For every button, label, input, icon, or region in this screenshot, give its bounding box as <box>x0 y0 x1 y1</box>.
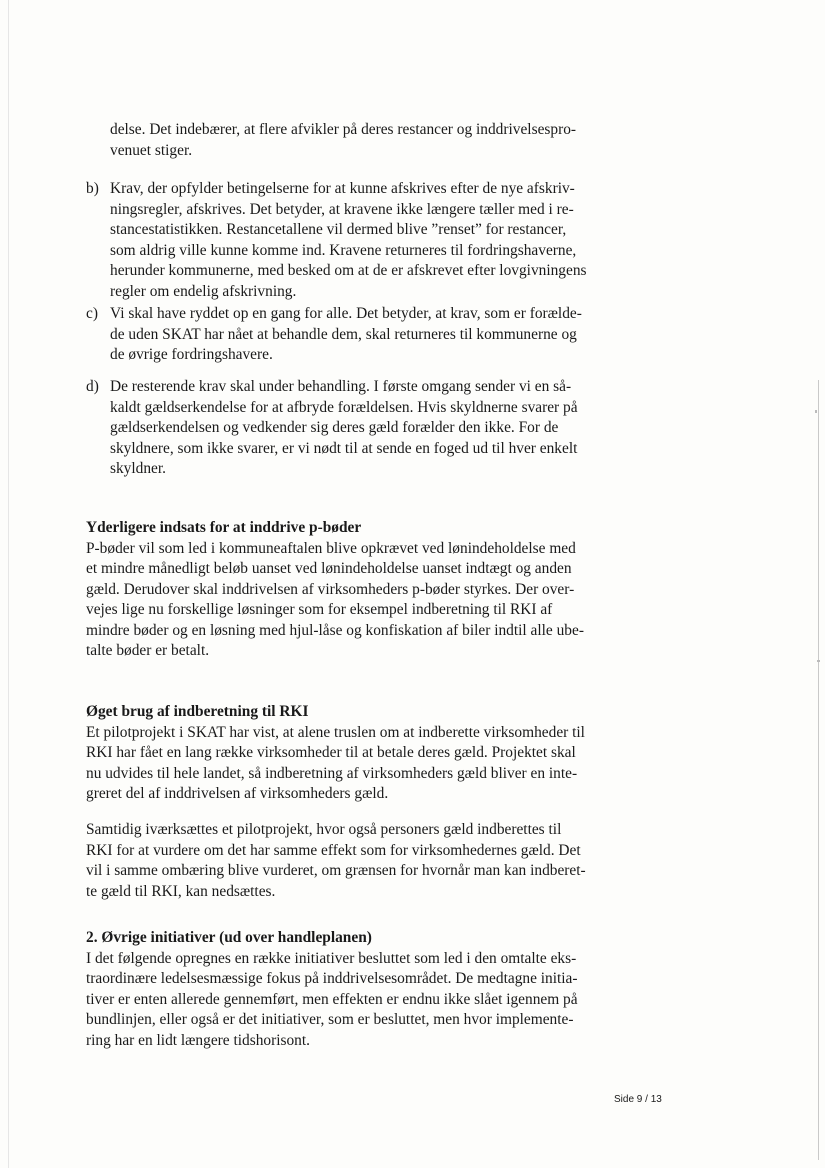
text-line: greret del af inddrivelsen af virksomheders gæld. <box>86 785 389 802</box>
scan-edge-line <box>818 380 819 1160</box>
text-line: Vi skal have ryddet op en gang for alle. Det betyder, at krav, som er forælde- <box>110 305 582 322</box>
scan-speck <box>817 660 820 662</box>
intro-paragraph <box>110 120 610 161</box>
text-line: delse. Det indebærer, at flere afvikler på deres restancer og inddrivelsespro- <box>110 121 577 138</box>
text-line: RKI for at vurdere om det har samme effekt som for virksomhedernes gæld. Det <box>86 841 581 859</box>
list-item-marker: c) <box>86 305 98 322</box>
text-line: vil i samme ombæring blive vurderet, om grænsen for hvornår man kan indberet- <box>86 862 586 879</box>
text-line: de uden SKAT har nået at behandle dem, skal returneres til kommunerne og <box>110 325 577 343</box>
list-item-text <box>110 179 606 302</box>
text-line: traordinære ledelsesmæssige fokus på inddrivelsesområdet. De medtagne initia- <box>86 970 578 987</box>
section-rki-paragraph-2 <box>86 820 616 902</box>
scan-speck <box>815 410 817 413</box>
text-line: et mindre månedligt beløb uanset ved lønindeholdelse uanset indtægt og anden <box>86 560 572 577</box>
text-line: P-bøder vil som led i kommuneaftalen blive opkrævet ved lønindeholdelse med <box>86 539 576 557</box>
text-line: ningsregler, afskrives. Det betyder, at kravene ikke længere tæller med i re- <box>110 200 574 218</box>
section-heading: Yderligere indsats for at inddrive p-bøder <box>86 519 362 536</box>
text-line: Krav, der opfylder betingelserne for at kunne afskrives efter de nye afskriv- <box>110 180 575 197</box>
text-line: regler om endelig afskrivning. <box>110 282 297 300</box>
text-line: Samtidig iværksættes et pilotprojekt, hvor også personers gæld indberettes til <box>86 821 562 838</box>
text-line: tiver er enten allerede gennemført, men effekten er endnu ikke slået igennem på <box>86 990 578 1008</box>
text-line: te gæld til RKI, kan nedsættes. <box>86 882 276 900</box>
text-line: venuet stiger. <box>110 141 193 159</box>
section-ovrige <box>86 928 616 1051</box>
list-item-marker: d) <box>86 378 99 395</box>
text-line: De resterende krav skal under behandling. I første omgang sender vi en så- <box>110 378 572 395</box>
page-number: Side 9 / 13 <box>614 1094 662 1105</box>
text-line: nu udvides til hele landet, så indberetning af virksomheders gæld bliver en inte- <box>86 764 578 782</box>
text-line: herunder kommunerne, med besked om at de er afskrevet efter lovgivningens <box>110 262 587 279</box>
list-item-text <box>110 377 606 480</box>
text-line: I det følgende opregnes en række initiativer besluttet som led i den omtalte eks- <box>86 949 577 967</box>
text-line: talte bøder er betalt. <box>86 642 210 659</box>
scan-edge-line <box>8 0 9 1168</box>
text-line: som aldrig ville kunne komme ind. Kravene returneres til fordringshaverne, <box>110 241 577 259</box>
text-line: Et pilotprojekt i SKAT har vist, at alene truslen om at indberette virksomheder til <box>86 723 585 741</box>
text-line: de øvrige fordringshavere. <box>110 346 273 363</box>
list-item-text <box>110 304 606 366</box>
text-line: gæld. Derudover skal inddrivelsen af virksomheders p-bøder styrkes. Der over- <box>86 580 575 598</box>
text-line: vejes lige nu forskellige løsninger som for eksempel indberetning til RKI af <box>86 601 553 618</box>
text-line: ring har en lidt længere tidshorisont. <box>86 1031 310 1049</box>
list-item-marker: b) <box>86 180 99 197</box>
section-rki <box>86 702 616 805</box>
text-line: mindre bøder og en løsning med hjul-låse og konfiskation af biler indtil alle ube- <box>86 621 584 639</box>
text-line: skyldnere, som ikke svarer, er vi nødt til at sende en foged ud til hver enkelt <box>110 439 578 457</box>
text-line: kaldt gældserkendelse for at afbryde forældelsen. Hvis skyldnerne svarer på <box>110 398 578 416</box>
text-line: skyldner. <box>110 460 167 477</box>
section-pboder <box>86 518 616 662</box>
text-line: stancestatistikken. Restancetallene vil dermed blive ”renset” for restancer, <box>110 221 567 238</box>
section-heading: Øget brug af indberetning til RKI <box>86 703 309 720</box>
text-line: gældserkendelsen og vedkender sig deres gæld forælder den ikke. For de <box>110 419 559 436</box>
section-heading: 2. Øvrige initiativer (ud over handleplanen) <box>86 929 372 946</box>
text-line: RKI har fået en lang række virksomheder til at betale deres gæld. Projektet skal <box>86 744 576 761</box>
text-line: bundlinjen, eller også er det initiativer, som er besluttet, men hvor implemente- <box>86 1011 574 1028</box>
